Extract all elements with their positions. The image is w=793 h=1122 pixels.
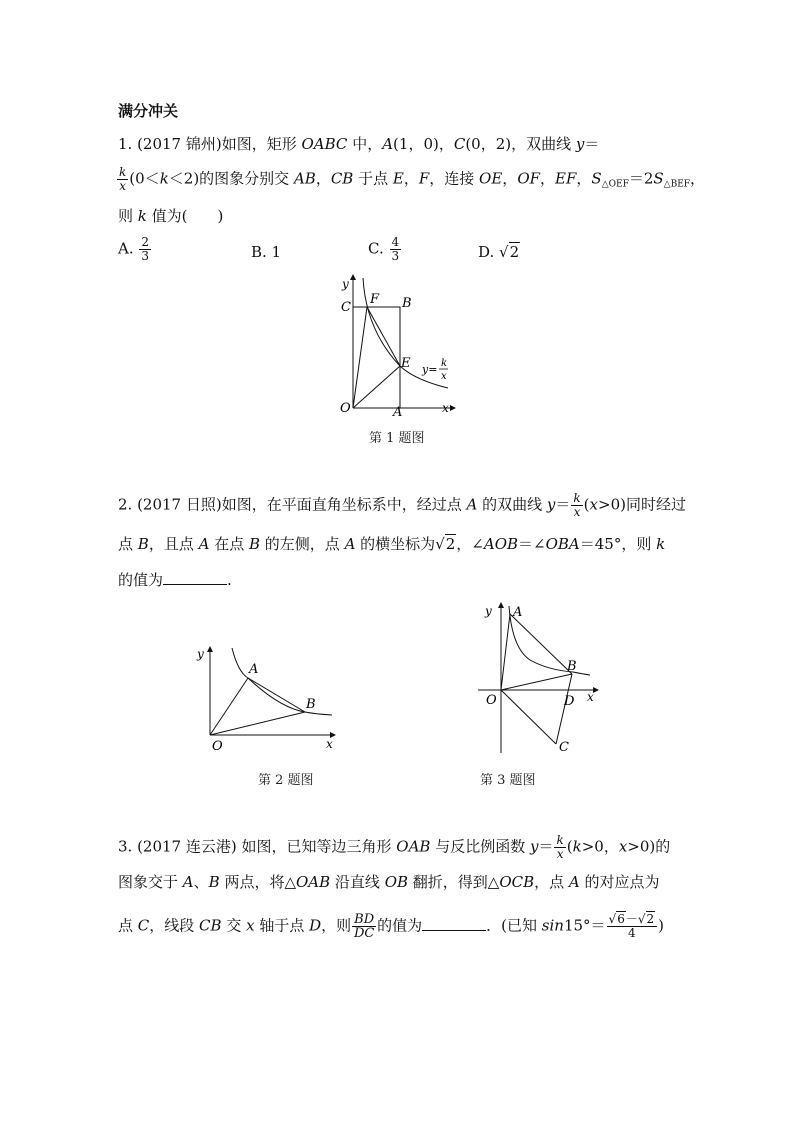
fraction xyxy=(139,236,151,263)
numerator: BD xyxy=(354,912,375,927)
x-axis-arrow xyxy=(450,405,456,411)
option-label: A. xyxy=(118,239,134,258)
y-axis-arrow xyxy=(498,602,504,608)
label-x: x xyxy=(326,737,333,751)
text: ， xyxy=(403,169,419,188)
label-x: x xyxy=(587,690,594,704)
label-y: y xyxy=(342,277,349,291)
text: AB xyxy=(293,169,316,188)
text: 在点 xyxy=(209,535,249,553)
text: 的双曲线 xyxy=(477,495,547,514)
y-axis-arrow xyxy=(207,646,213,652)
label-y: y xyxy=(197,647,204,661)
text: OE xyxy=(479,169,503,188)
q1-option-a xyxy=(118,236,152,263)
text: ，连接 xyxy=(429,169,480,188)
label-o: O xyxy=(486,693,497,708)
radicand: 2 xyxy=(646,912,655,926)
denominator: x xyxy=(556,847,564,861)
text: ，线段 xyxy=(149,916,200,935)
denominator: 3 xyxy=(141,249,150,263)
section-title: 满分冲关 xyxy=(118,102,179,120)
fraction xyxy=(607,913,658,940)
text: (0，2)，双曲线 xyxy=(465,135,576,153)
text: B xyxy=(208,873,220,891)
text: 15°＝ xyxy=(563,916,606,935)
text: A xyxy=(568,873,580,891)
text: 的值为 xyxy=(377,916,423,935)
denominator: x xyxy=(573,505,581,519)
text: ( xyxy=(566,837,573,856)
text: 与反比例函数 xyxy=(430,837,530,856)
numerator xyxy=(607,913,658,927)
denominator: DC xyxy=(353,926,375,941)
label-x: x xyxy=(442,401,449,415)
text: 的对应点为 xyxy=(579,873,660,891)
label-y: y xyxy=(485,604,492,618)
text: ＝∠ xyxy=(518,535,546,553)
text: 翻折，得到△ xyxy=(408,873,500,891)
numerator: k xyxy=(556,833,564,847)
label-a: A xyxy=(249,662,259,677)
segment-ob xyxy=(210,712,305,735)
figure-2 xyxy=(190,640,340,760)
minus: － xyxy=(625,912,638,926)
text: ， xyxy=(315,169,331,188)
sqrt-sign: √ xyxy=(637,912,646,926)
sqrt-sign: √ xyxy=(435,535,445,553)
hyperbola-curve xyxy=(232,648,332,715)
q1-line-2 xyxy=(116,166,705,195)
q1-line-1 xyxy=(118,134,599,154)
q2-line-2 xyxy=(118,534,665,554)
label-o: O xyxy=(340,401,351,416)
q1-option-d xyxy=(478,242,520,262)
sqrt xyxy=(435,534,456,554)
segment-ob xyxy=(501,674,572,690)
q3-line-3 xyxy=(118,913,664,940)
denominator: 4 xyxy=(628,926,636,940)
q1-option-b: B. 1 xyxy=(251,243,282,261)
text: 2. (2017 日照)如图，在平面直角坐标系中，经过点 xyxy=(118,495,467,514)
text: E xyxy=(392,169,404,188)
text: ，且点 xyxy=(148,535,199,553)
curve-label-k: k xyxy=(441,358,448,369)
text: A xyxy=(466,495,478,514)
segment-ef xyxy=(367,307,400,366)
curve-label-y: y= xyxy=(422,363,438,376)
segment-ab xyxy=(248,678,305,712)
text: 、 xyxy=(193,873,209,891)
text: ．(已知 xyxy=(486,916,542,935)
sqrt xyxy=(609,913,626,926)
text: C xyxy=(453,135,466,153)
q3-line-1 xyxy=(118,834,670,861)
text: y xyxy=(575,135,585,153)
text: ，∠ xyxy=(456,535,484,553)
text: 的值为 xyxy=(118,571,164,589)
text: ， xyxy=(502,169,518,188)
denominator: x xyxy=(119,179,127,193)
text: ＝45°，则 xyxy=(579,535,657,553)
label-b: B xyxy=(402,296,412,311)
text: 点 xyxy=(118,535,138,553)
text: OAB xyxy=(396,837,431,856)
text: 沿直线 xyxy=(330,873,385,891)
text: 中， xyxy=(347,135,383,153)
text: B xyxy=(137,535,149,553)
text: A xyxy=(198,535,210,553)
text: S xyxy=(653,169,664,188)
numerator: 2 xyxy=(141,235,150,249)
text: ， xyxy=(690,169,706,188)
radicand: 6 xyxy=(617,912,625,926)
text: k xyxy=(656,535,666,553)
radicand: 2 xyxy=(445,535,456,553)
q1-line-3 xyxy=(118,206,223,226)
text: (0＜ xyxy=(129,169,160,188)
subscript: △OEF xyxy=(601,179,629,190)
text: k xyxy=(572,837,582,856)
text: >0， xyxy=(581,837,619,856)
text: OF xyxy=(517,169,541,188)
text: ) xyxy=(658,916,664,935)
figure-3 xyxy=(478,598,603,758)
q2-line-1 xyxy=(118,492,686,519)
text: B xyxy=(248,535,261,553)
text: ， xyxy=(576,169,592,188)
answer-blank[interactable] xyxy=(422,916,486,931)
numerator: k xyxy=(573,491,581,505)
text: 1. (2017 锦州)如图，矩形 xyxy=(118,135,302,153)
text: x xyxy=(589,495,598,514)
label-b: B xyxy=(306,697,316,712)
text: (1，0)， xyxy=(393,135,454,153)
segment-oe xyxy=(353,366,400,408)
text: 于点 xyxy=(353,169,393,188)
text: x xyxy=(618,837,628,856)
label-c: C xyxy=(341,300,351,315)
label-b: B xyxy=(567,659,577,674)
figure-1-caption: 第 1 题图 xyxy=(369,431,425,446)
text: ＝ xyxy=(538,837,554,856)
label-d: D xyxy=(564,694,575,709)
text: y xyxy=(529,837,539,856)
text: CB xyxy=(330,169,354,188)
text: C xyxy=(137,916,150,935)
subscript: △BEF xyxy=(663,179,691,190)
text: 3. (2017 连云港) 如图，已知等边三角形 xyxy=(118,837,397,856)
segment-bc xyxy=(556,674,572,744)
radicand: 2 xyxy=(509,243,520,261)
text: 点 xyxy=(118,916,138,935)
text: . xyxy=(227,571,232,589)
text: sin xyxy=(541,916,564,935)
text: OBA xyxy=(545,535,580,553)
fraction xyxy=(571,492,582,519)
text: 两点，将△ xyxy=(219,873,296,891)
text: 的横坐标为 xyxy=(355,535,436,553)
text: 则 xyxy=(118,207,138,225)
answer-blank[interactable] xyxy=(163,570,227,585)
label-a: A xyxy=(393,405,403,420)
fraction xyxy=(117,166,128,193)
text: 轴于点 xyxy=(254,916,310,935)
text: >0)的 xyxy=(627,837,671,856)
segment-oa xyxy=(501,614,510,690)
label-c: C xyxy=(559,740,569,755)
figure-1 xyxy=(330,270,460,420)
text: A xyxy=(182,873,194,891)
sqrt xyxy=(638,913,655,926)
q1-option-c xyxy=(368,236,402,263)
text: ＝ xyxy=(555,495,571,514)
q3-line-2 xyxy=(118,872,660,892)
q2-line-3 xyxy=(118,570,232,590)
segment-of xyxy=(353,307,367,408)
y-axis-arrow xyxy=(350,274,356,280)
curve-label-x: x xyxy=(441,371,447,382)
text: OB xyxy=(384,873,409,891)
text: S xyxy=(591,169,602,188)
segment-oc xyxy=(501,690,556,744)
text: ，则 xyxy=(321,916,352,935)
text: ( xyxy=(583,495,590,514)
sqrt-sign: √ xyxy=(608,912,617,926)
option-label: C. xyxy=(368,239,384,258)
text: 值为( ) xyxy=(146,207,224,225)
text: 图象交于 xyxy=(118,873,183,891)
fraction xyxy=(554,834,565,861)
text: 的左侧，点 xyxy=(260,535,345,553)
numerator: 4 xyxy=(391,235,400,249)
text: OCB xyxy=(499,873,535,891)
text: AOB xyxy=(483,535,519,553)
text: OABC xyxy=(301,135,348,153)
text: k xyxy=(159,169,169,188)
label-o: O xyxy=(212,739,223,754)
text: ，点 xyxy=(534,873,569,891)
figure-2-caption: 第 2 题图 xyxy=(258,773,314,788)
text: ＝ xyxy=(584,135,600,153)
text: A xyxy=(344,535,356,553)
x-axis-arrow xyxy=(593,687,599,693)
sqrt xyxy=(499,242,520,262)
fraction xyxy=(352,913,376,940)
label-e: E xyxy=(401,356,411,371)
text: ＝2 xyxy=(628,169,654,188)
text: A xyxy=(382,135,394,153)
numerator: k xyxy=(119,165,127,179)
fraction xyxy=(390,236,402,263)
text: ＜2)的图象分别交 xyxy=(168,169,294,188)
text: >0)同时经过 xyxy=(598,495,686,514)
text: y xyxy=(546,495,556,514)
text: x xyxy=(246,916,255,935)
denominator: 3 xyxy=(391,249,400,263)
text: k xyxy=(137,207,147,225)
text: EF xyxy=(555,169,577,188)
text: OAB xyxy=(295,873,331,891)
figure-3-caption: 第 3 题图 xyxy=(480,773,536,788)
text: D xyxy=(309,916,322,935)
text: F xyxy=(418,169,430,188)
text: ， xyxy=(540,169,556,188)
text: 交 xyxy=(221,916,247,935)
label-f: F xyxy=(370,292,380,307)
label-a: A xyxy=(513,605,523,620)
option-label: D. xyxy=(478,243,495,261)
sqrt-sign: √ xyxy=(499,243,509,261)
segment-oa xyxy=(210,678,248,735)
text: CB xyxy=(199,916,222,935)
